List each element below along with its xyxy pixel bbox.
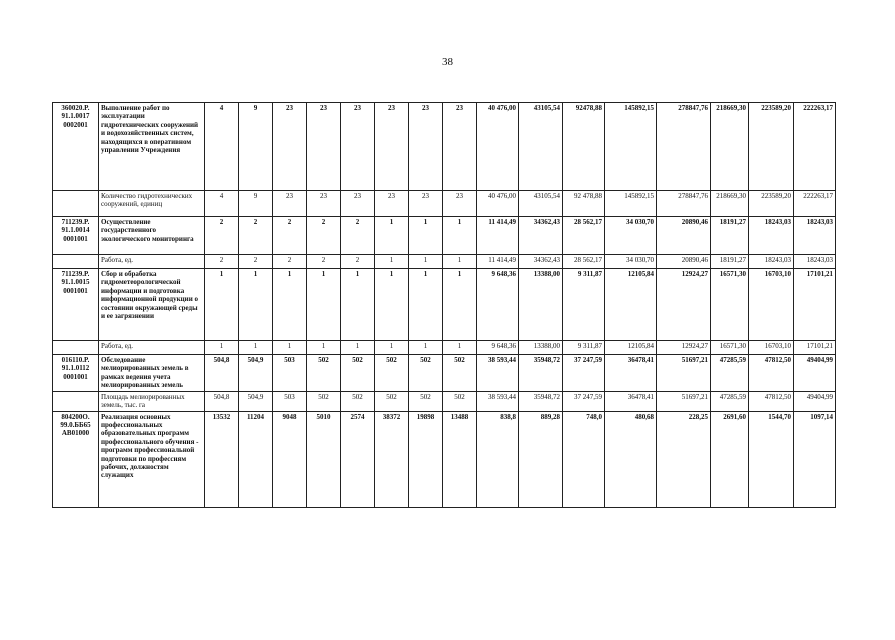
row-value: 51697,21 (657, 355, 711, 392)
row-value: 1 (443, 217, 477, 255)
row-code: 711239.P. 91.1.0015 0001001 (53, 269, 99, 341)
row-value: 20890,46 (657, 217, 711, 255)
row-code: 016110.P. 91.1.0112 0001001 (53, 355, 99, 392)
row-value: 1 (375, 341, 409, 355)
row-value: 2 (239, 217, 273, 255)
row-value: 9 648,36 (477, 269, 519, 341)
row-value: 218669,30 (711, 103, 749, 191)
row-value: 2 (205, 255, 239, 269)
table-row (53, 269, 836, 341)
row-value: 35948,72 (519, 391, 563, 411)
row-value: 218669,30 (711, 191, 749, 217)
table-row (53, 217, 836, 255)
row-value: 1 (443, 341, 477, 355)
row-value: 502 (307, 355, 341, 392)
row-value: 12924,27 (657, 341, 711, 355)
row-value: 1 (409, 341, 443, 355)
row-value: 748,0 (563, 411, 605, 507)
row-value: 278847,76 (657, 103, 711, 191)
row-value: 5010 (307, 411, 341, 507)
row-value: 11 414,49 (477, 255, 519, 269)
row-value: 36478,41 (605, 391, 657, 411)
row-value: 2 (307, 255, 341, 269)
row-value: 502 (443, 391, 477, 411)
row-value: 23 (307, 191, 341, 217)
row-name: Обследование мелиорированных земель в рамках ведения учета мелиорированных земель (99, 355, 205, 392)
row-value: 2 (307, 217, 341, 255)
row-value: 1544,70 (749, 411, 794, 507)
row-value: 34 030,70 (605, 217, 657, 255)
row-value: 1 (239, 269, 273, 341)
row-value: 23 (273, 191, 307, 217)
row-value: 4 (205, 191, 239, 217)
row-value: 18191,27 (711, 255, 749, 269)
row-value: 503 (273, 391, 307, 411)
row-value: 1 (273, 341, 307, 355)
row-value: 9 (239, 191, 273, 217)
row-value: 47812,50 (749, 355, 794, 392)
row-code: 804200O. 99.0.ББ65 АВ01000 (53, 411, 99, 507)
row-code (53, 191, 99, 217)
row-value: 1 (273, 269, 307, 341)
row-value: 28 562,17 (563, 217, 605, 255)
row-value: 222263,17 (794, 103, 836, 191)
row-value: 38 593,44 (477, 391, 519, 411)
row-value: 92 478,88 (563, 191, 605, 217)
row-value: 23 (273, 103, 307, 191)
row-value: 1 (307, 341, 341, 355)
row-value: 1 (443, 269, 477, 341)
row-value: 2574 (341, 411, 375, 507)
row-value: 12105,84 (605, 341, 657, 355)
row-value: 502 (443, 355, 477, 392)
row-value: 17101,21 (794, 269, 836, 341)
row-code (53, 255, 99, 269)
table-row (53, 391, 836, 411)
row-value: 480,68 (605, 411, 657, 507)
row-value: 4 (205, 103, 239, 191)
row-value: 1 (375, 255, 409, 269)
row-value: 9 648,36 (477, 341, 519, 355)
row-value: 11204 (239, 411, 273, 507)
row-value: 1 (409, 217, 443, 255)
row-value: 9 (239, 103, 273, 191)
row-name: Выполнение работ по эксплуатации гидротехнических сооружений и водохозяйственных систем, находящихся в оперативном управлении Учреждения (99, 103, 205, 191)
row-value: 502 (341, 391, 375, 411)
row-value: 40 476,00 (477, 103, 519, 191)
row-value: 40 476,00 (477, 191, 519, 217)
row-value: 838,8 (477, 411, 519, 507)
row-value: 13388,00 (519, 341, 563, 355)
row-value: 49404,99 (794, 391, 836, 411)
row-name: Реализация основных профессиональных образовательных программ профессионального обучения - программ профессиональной подготовки по профессиям рабочих, должностям служащих (99, 411, 205, 507)
row-value: 145892,15 (605, 191, 657, 217)
row-value: 34362,43 (519, 255, 563, 269)
row-value: 47285,59 (711, 391, 749, 411)
row-value: 502 (375, 391, 409, 411)
row-value: 35948,72 (519, 355, 563, 392)
row-value: 2691,60 (711, 411, 749, 507)
row-value: 23 (341, 103, 375, 191)
row-value: 504,9 (239, 391, 273, 411)
row-value: 49404,99 (794, 355, 836, 392)
row-value: 1 (341, 341, 375, 355)
row-value: 1097,14 (794, 411, 836, 507)
row-value: 504,9 (239, 355, 273, 392)
table-row (53, 191, 836, 217)
row-value: 1 (409, 269, 443, 341)
row-value: 47812,50 (749, 391, 794, 411)
row-code: 360020.P. 91.1.0017 0002001 (53, 103, 99, 191)
row-value: 9 311,87 (563, 341, 605, 355)
row-value: 18243,03 (749, 255, 794, 269)
row-value: 23 (443, 103, 477, 191)
row-value: 23 (307, 103, 341, 191)
row-value: 38 593,44 (477, 355, 519, 392)
row-value: 36478,41 (605, 355, 657, 392)
row-value: 13388,00 (519, 269, 563, 341)
row-value: 503 (273, 355, 307, 392)
row-value: 28 562,17 (563, 255, 605, 269)
row-value: 18243,03 (749, 217, 794, 255)
row-value: 12105,84 (605, 269, 657, 341)
row-value: 13488 (443, 411, 477, 507)
row-value: 34362,43 (519, 217, 563, 255)
row-name: Площадь мелиорированных земель, тыс. га (99, 391, 205, 411)
row-name: Работа, ед. (99, 255, 205, 269)
row-value: 13532 (205, 411, 239, 507)
row-value: 38372 (375, 411, 409, 507)
row-value: 12924,27 (657, 269, 711, 341)
row-value: 20890,46 (657, 255, 711, 269)
row-name: Сбор и обработка гидрометеорологической информации и подготовка информационной продукции о состоянии окружающей среды и ее загрязнении (99, 269, 205, 341)
row-value: 43105,54 (519, 191, 563, 217)
row-value: 23 (409, 103, 443, 191)
row-value: 502 (375, 355, 409, 392)
row-value: 23 (375, 103, 409, 191)
row-value: 19898 (409, 411, 443, 507)
budget-table (52, 102, 836, 508)
row-value: 23 (375, 191, 409, 217)
row-code (53, 341, 99, 355)
row-value: 502 (409, 355, 443, 392)
row-value: 17101,21 (794, 341, 836, 355)
row-value: 2 (341, 217, 375, 255)
row-value: 34 030,70 (605, 255, 657, 269)
row-value: 11 414,49 (477, 217, 519, 255)
row-value: 278847,76 (657, 191, 711, 217)
row-value: 502 (409, 391, 443, 411)
row-value: 1 (341, 269, 375, 341)
row-value: 37 247,59 (563, 391, 605, 411)
row-name: Количество гидротехнических сооружений, единиц (99, 191, 205, 217)
row-value: 23 (409, 191, 443, 217)
row-value: 1 (375, 269, 409, 341)
row-value: 2 (273, 217, 307, 255)
row-value: 2 (273, 255, 307, 269)
row-value: 16571,30 (711, 269, 749, 341)
row-value: 2 (205, 217, 239, 255)
row-value: 2 (341, 255, 375, 269)
row-value: 1 (443, 255, 477, 269)
row-value: 23 (443, 191, 477, 217)
row-value: 145892,15 (605, 103, 657, 191)
row-value: 1 (239, 341, 273, 355)
row-value: 223589,20 (749, 191, 794, 217)
row-value: 1 (307, 269, 341, 341)
row-name: Осуществление государственного экологического мониторинга (99, 217, 205, 255)
row-value: 18243,03 (794, 217, 836, 255)
row-value: 16703,10 (749, 341, 794, 355)
row-value: 228,25 (657, 411, 711, 507)
row-value: 2 (239, 255, 273, 269)
row-value: 1 (205, 341, 239, 355)
row-value: 37 247,59 (563, 355, 605, 392)
row-value: 223589,20 (749, 103, 794, 191)
row-value: 51697,21 (657, 391, 711, 411)
row-value: 222263,17 (794, 191, 836, 217)
row-value: 9048 (273, 411, 307, 507)
row-name: Работа, ед. (99, 341, 205, 355)
row-value: 47285,59 (711, 355, 749, 392)
page-number: 38 (442, 56, 453, 68)
row-value: 16703,10 (749, 269, 794, 341)
table-row (53, 341, 836, 355)
row-code (53, 391, 99, 411)
row-value: 43105,54 (519, 103, 563, 191)
row-code: 711239.P. 91.1.0014 0001001 (53, 217, 99, 255)
row-value: 18191,27 (711, 217, 749, 255)
row-value: 1 (409, 255, 443, 269)
row-value: 889,28 (519, 411, 563, 507)
table-row (53, 103, 836, 191)
row-value: 23 (341, 191, 375, 217)
row-value: 504,8 (205, 355, 239, 392)
table-row (53, 355, 836, 392)
row-value: 92478,88 (563, 103, 605, 191)
row-value: 1 (205, 269, 239, 341)
row-value: 504,8 (205, 391, 239, 411)
row-value: 9 311,87 (563, 269, 605, 341)
row-value: 502 (341, 355, 375, 392)
row-value: 1 (375, 217, 409, 255)
row-value: 502 (307, 391, 341, 411)
row-value: 16571,30 (711, 341, 749, 355)
table-row (53, 411, 836, 507)
table-row (53, 255, 836, 269)
row-value: 18243,03 (794, 255, 836, 269)
